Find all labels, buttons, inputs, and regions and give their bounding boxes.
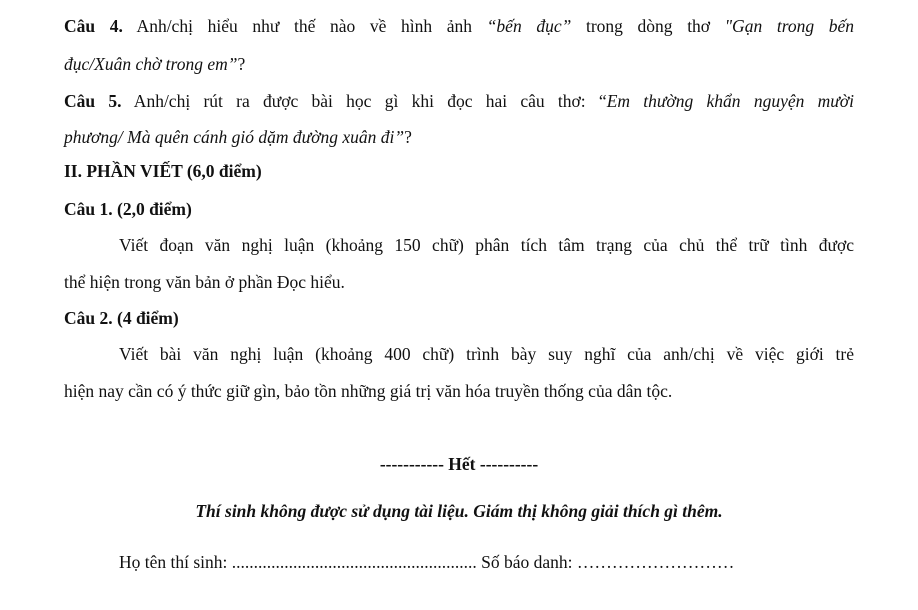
question-4-line-2	[64, 56, 245, 74]
end-mark: ----------- Hết ----------	[379, 454, 539, 474]
question-5-quote-a: Em thường khẩn nguyện mười	[606, 91, 854, 111]
writing-1-heading: Câu 1. (2,0 điểm)	[64, 199, 192, 219]
question-5-end: ?	[404, 127, 412, 147]
question-4-quote-1: “bến đục”	[486, 16, 572, 36]
question-5-label: Câu 5.	[64, 91, 122, 111]
question-4-label: Câu 4.	[64, 16, 123, 36]
exam-note: Thí sinh không được sử dụng tài liệu. Giám thị không giải thích gì thêm.	[195, 501, 723, 521]
writing-2-line-2: hiện nay cần có ý thức giữ gìn, bảo tồn những giá trị văn hóa truyền thống của dân tộc.	[64, 381, 673, 401]
question-5-line-2	[64, 129, 412, 147]
writing-1-line-1: Viết đoạn văn nghị luận (khoảng 150 chữ) phân tích tâm trạng của chủ thể trữ tình được	[119, 235, 854, 255]
question-4-text-1: Anh/chị hiểu như thế nào về hình ảnh	[122, 16, 487, 36]
question-4-text-2: trong dòng thơ	[571, 16, 725, 36]
candidate-info-line: Họ tên thí sinh: ........................................................ Số báo danh: ………………………	[119, 552, 735, 572]
question-4-end: ?	[237, 54, 246, 74]
section-2-heading: II. PHẦN VIẾT (6,0 điểm)	[64, 161, 262, 181]
question-5-quote-b: phương/ Mà quên cánh gió dặm đường xuân đi”	[64, 127, 405, 147]
question-5-line-1	[64, 93, 854, 111]
question-5-text-1: Anh/chị rút ra được bài học gì khi đọc hai câu thơ: “	[121, 91, 607, 111]
writing-2-heading: Câu 2. (4 điểm)	[64, 308, 179, 328]
writing-1-line-2: thể hiện trong văn bản ở phần Đọc hiểu.	[64, 272, 345, 292]
question-4-quote-2a: "Gạn trong bến	[724, 16, 855, 36]
writing-2-line-1: Viết bài văn nghị luận (khoảng 400 chữ) trình bày suy nghĩ của anh/chị về việc giới trẻ	[119, 344, 854, 364]
question-4-quote-2b: đục/Xuân chờ trong em”	[64, 54, 238, 74]
question-4-line-1	[64, 18, 854, 36]
